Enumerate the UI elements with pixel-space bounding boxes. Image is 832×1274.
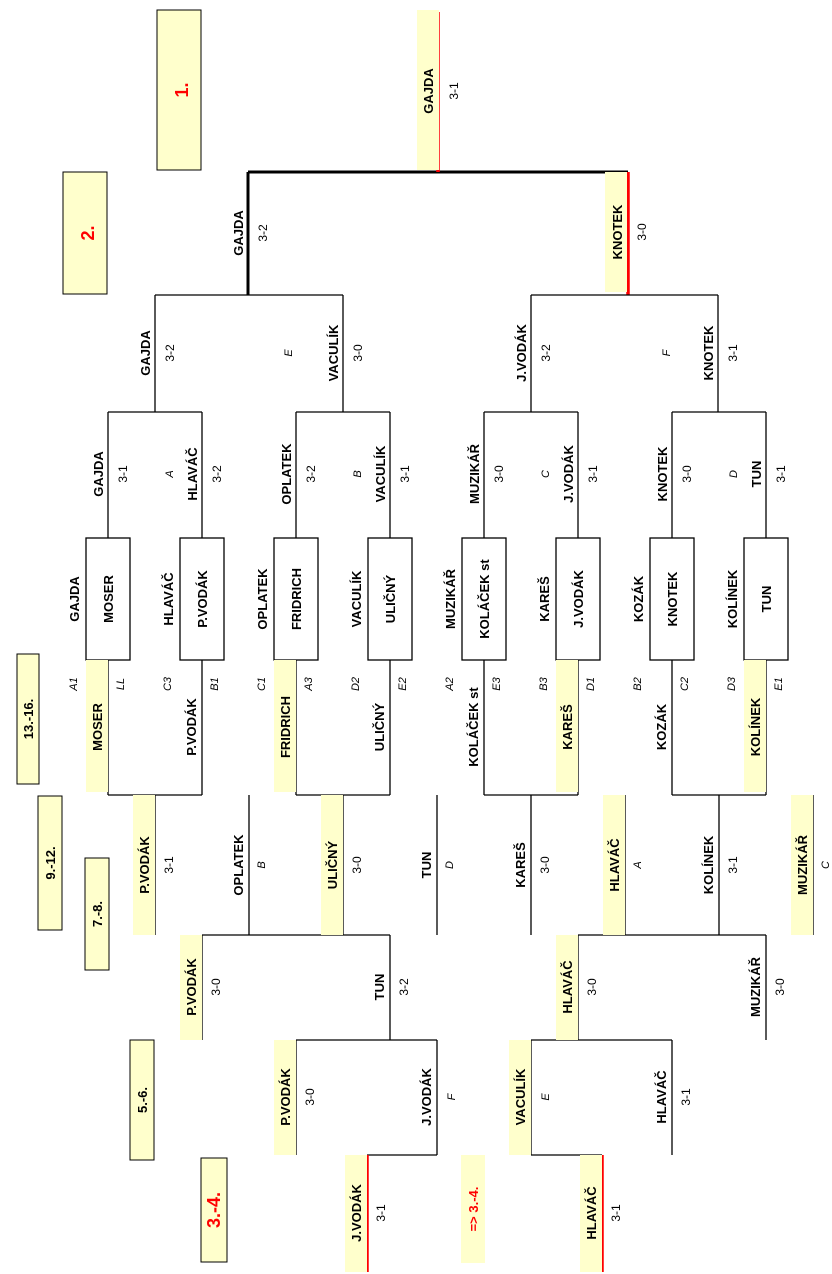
c1-2-winner: ULIČNÝ: [325, 840, 340, 890]
r1-2-seed: C3: [162, 676, 174, 692]
r1-6-seed: B3: [538, 677, 550, 691]
semi-top-left-score: 3-2: [163, 344, 177, 362]
qf-1-tag: A: [164, 470, 176, 478]
bronze-1-score: 3-1: [374, 1204, 388, 1222]
qf-3-top-score: 3-0: [492, 465, 506, 483]
qf-3-tag: C: [540, 470, 552, 478]
r1-8-loser-tag: E1: [773, 677, 785, 691]
c0-3-right: KAREŠ: [560, 704, 575, 750]
r1-5-loser-tag: E3: [491, 677, 503, 691]
r1-2-left-name: HLAVÁČ: [161, 572, 176, 626]
qf-3-top-name: MUZIKÁŘ: [467, 444, 482, 504]
final-winner-score: 3-1: [447, 82, 461, 100]
semi-bottom-left-score: 3-2: [539, 344, 553, 362]
r1-2-box-name: P.VODÁK: [195, 570, 210, 628]
qf-3-bottom-name: J.VODÁK: [561, 445, 576, 503]
c2-2-score: 3-0: [585, 978, 599, 996]
c2-1-opponent-score: 3-2: [397, 978, 411, 996]
place-second: 2.: [78, 225, 98, 241]
c1-3-score: 3-0: [538, 856, 552, 874]
c3-2-opponent: HLAVÁČ: [654, 1070, 669, 1124]
c1-2-tag: D: [444, 861, 456, 869]
r1-6-box-name: J.VODÁK: [571, 570, 586, 628]
c2-1-score: 3-0: [209, 978, 223, 996]
place-5-6: 5.-6.: [135, 1086, 150, 1114]
place-3-4: 3.-4.: [204, 1191, 224, 1229]
bronze-2-score: 3-1: [609, 1204, 623, 1222]
place-13-16: 13.-16.: [21, 698, 36, 740]
qf-3-bottom-score: 3-1: [586, 465, 600, 483]
r1-5-box-name: KOLÁČEK st: [477, 559, 492, 639]
qf-2-tag: B: [352, 470, 364, 478]
qf-1-bottom-score: 3-2: [210, 465, 224, 483]
semi-top-tag: E: [283, 349, 295, 357]
qf-2-bottom-name: VACULÍK: [373, 445, 388, 503]
c3-1-tag: F: [446, 1093, 458, 1101]
c0-3-left: KOLÁČEK st: [466, 687, 481, 767]
qf-4-top-score: 3-0: [680, 465, 694, 483]
r1-7-box-name: KNOTEK: [665, 571, 680, 627]
c3-1-winner: P.VODÁK: [278, 1068, 293, 1126]
c2-1-winner: P.VODÁK: [184, 958, 199, 1016]
c1-4-tag: C: [820, 861, 832, 869]
r1-1-seed: A1: [68, 677, 80, 691]
final-loser-score: 3-0: [635, 223, 649, 241]
arrow-note: => 3.-4.: [466, 1186, 481, 1232]
qf-1-top-name: GAJDA: [91, 451, 106, 497]
r1-7-left-name: KOZÁK: [631, 575, 646, 623]
r1-1-box-name: MOSER: [101, 575, 116, 623]
r1-8-seed: D3: [726, 676, 738, 692]
semi-top-score: 3-2: [256, 224, 270, 242]
c1-4-score: 3-1: [726, 856, 740, 874]
semi-bottom-left-name: J.VODÁK: [514, 324, 529, 382]
semi-bottom-right-name: KNOTEK: [701, 325, 716, 381]
c3-1-score: 3-0: [303, 1088, 317, 1106]
c0-2-left: FRIDRICH: [278, 695, 293, 759]
c2-2-opponent-score: 3-0: [773, 978, 787, 996]
semi-top-winner: GAJDA: [231, 210, 246, 256]
bronze-2-name: HLAVÁČ: [584, 1186, 599, 1240]
c1-1-tag: B: [256, 861, 268, 869]
r1-8-left-name: KOLÍNEK: [725, 569, 740, 629]
c1-3-opponent: HLAVÁČ: [607, 838, 622, 892]
r1-3-loser-tag: A3: [303, 677, 315, 691]
final-winner-name: GAJDA: [421, 68, 436, 114]
c0-4-left: KOZÁK: [654, 703, 669, 751]
r1-5-left-name: MUZIKÁŘ: [443, 569, 458, 629]
c3-2-tag: E: [540, 1093, 552, 1101]
c1-1-winner: P.VODÁK: [137, 836, 152, 894]
qf-1-bottom-name: HLAVÁČ: [185, 447, 200, 501]
qf-4-bottom-score: 3-1: [774, 465, 788, 483]
c3-2-opponent-score: 3-1: [679, 1088, 693, 1106]
r1-7-seed: B2: [632, 677, 644, 691]
qf-2-top-name: OPLATEK: [279, 443, 294, 505]
r1-4-seed: D2: [350, 676, 362, 692]
place-first: 1.: [172, 82, 192, 98]
r1-3-left-name: OPLATEK: [255, 568, 270, 630]
r1-4-loser-tag: E2: [397, 677, 409, 691]
final-loser-name: KNOTEK: [610, 204, 625, 260]
semi-bottom-tag: F: [661, 349, 673, 357]
c3-1-opponent: J.VODÁK: [419, 1068, 434, 1126]
qf-4-tag: D: [728, 470, 740, 478]
qf-1-top-score: 3-1: [116, 465, 130, 483]
semi-bottom-right-score: 3-1: [726, 344, 740, 362]
c3-2-winner: VACULÍK: [513, 1068, 528, 1126]
r1-8-box-name: TUN: [759, 585, 774, 613]
c1-2-score: 3-0: [350, 856, 364, 874]
c1-1-score: 3-1: [162, 856, 176, 874]
bronze-1-name: J.VODÁK: [349, 1184, 364, 1242]
r1-3-box-name: FRIDRICH: [289, 567, 304, 631]
c0-2-right: ULIČNÝ: [372, 702, 387, 752]
r1-5-seed: A2: [444, 677, 456, 691]
qf-2-bottom-score: 3-1: [398, 465, 412, 483]
place-7-8: 7.-8.: [90, 900, 105, 928]
r1-3-seed: C1: [256, 676, 268, 692]
c1-4-opponent: MUZIKÁŘ: [795, 835, 810, 895]
c0-1-left: MOSER: [90, 703, 105, 751]
r1-4-left-name: VACULÍK: [349, 570, 364, 628]
c2-2-opponent: MUZIKÁŘ: [748, 957, 763, 1017]
qf-4-bottom-name: TUN: [749, 460, 764, 488]
r1-1-loser-tag: LL: [115, 677, 127, 691]
c1-3-winner: KAREŠ: [513, 842, 528, 888]
r1-7-loser-tag: C2: [679, 676, 691, 692]
c2-1-opponent: TUN: [372, 973, 387, 1001]
r1-2-loser-tag: B1: [209, 677, 221, 691]
qf-2-top-score: 3-2: [304, 465, 318, 483]
r1-1-left-name: GAJDA: [67, 576, 82, 622]
c1-3-tag: A: [632, 861, 644, 869]
r1-4-box-name: ULIČNÝ: [383, 574, 398, 624]
c0-4-right: KOLÍNEK: [748, 697, 763, 757]
c1-1-opponent: OPLATEK: [231, 834, 246, 896]
c0-1-right: P.VODÁK: [184, 698, 199, 756]
c2-2-winner: HLAVÁČ: [560, 960, 575, 1014]
semi-top-left-name: GAJDA: [138, 330, 153, 376]
c1-2-opponent: TUN: [419, 851, 434, 879]
place-9-12: 9.-12.: [43, 846, 58, 880]
r1-6-loser-tag: D1: [585, 676, 597, 692]
qf-4-top-name: KNOTEK: [655, 446, 670, 502]
semi-top-right-name: VACULÍK: [326, 324, 341, 382]
r1-6-left-name: KAREŠ: [537, 576, 552, 622]
semi-top-right-score: 3-0: [351, 344, 365, 362]
c1-4-winner: KOLÍNEK: [701, 835, 716, 895]
